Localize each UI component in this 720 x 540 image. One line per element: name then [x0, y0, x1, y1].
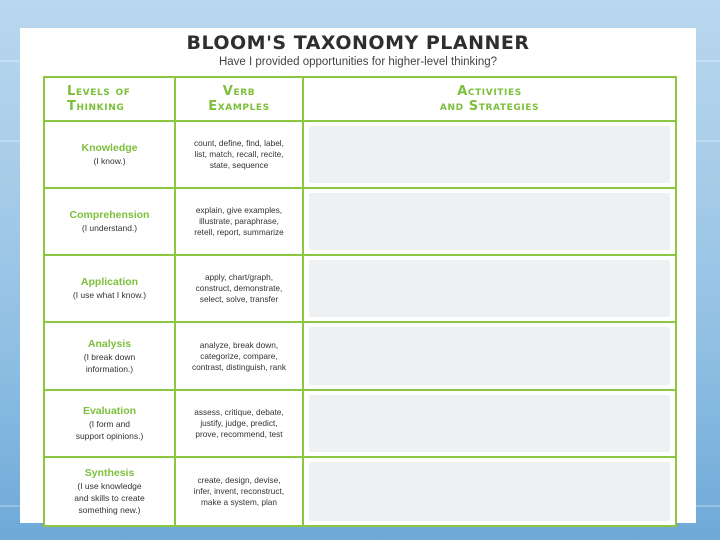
activity-input-area[interactable]	[309, 395, 670, 452]
header-activities	[304, 78, 675, 122]
verb-examples-line: make a system, plan	[200, 496, 278, 507]
verb-examples-line: create, design, devise,	[197, 474, 281, 485]
level-description: something new.)	[78, 504, 141, 515]
level-name: Application	[80, 276, 139, 289]
activity-input-area[interactable]	[309, 260, 670, 317]
verb-examples-line: infer, invent, reconstruct,	[193, 485, 285, 496]
planner-page	[20, 28, 696, 523]
header-activities-line1: Activities	[457, 84, 522, 99]
level-description: support opinions.)	[75, 430, 144, 441]
level-name: Comprehension	[69, 209, 150, 222]
level-cell	[45, 256, 176, 323]
activity-cell	[304, 122, 675, 189]
level-description: (I know.)	[93, 156, 126, 167]
header-verbs	[176, 78, 304, 122]
page-subtitle: Have I provided opportunities for higher-level thinking?	[218, 56, 498, 68]
verb-examples-line: state, sequence	[209, 160, 269, 171]
header-levels-line2: Thinking	[67, 99, 125, 114]
page-title: BLOOM'S TAXONOMY PLANNER	[186, 32, 530, 54]
verb-examples-line: assess, critique, debate,	[194, 406, 284, 417]
activity-input-area[interactable]	[309, 327, 670, 384]
verb-cell	[176, 391, 304, 458]
verb-cell	[176, 458, 304, 525]
activity-input-area[interactable]	[309, 462, 670, 521]
verb-examples-line: list, match, recall, recite,	[194, 149, 284, 160]
activity-cell	[304, 256, 675, 323]
level-name: Analysis	[87, 337, 132, 350]
verb-examples-line: construct, demonstrate,	[195, 283, 283, 294]
verb-cell	[176, 189, 304, 256]
level-cell	[45, 458, 176, 525]
verb-cell	[176, 323, 304, 390]
level-cell	[45, 122, 176, 189]
activity-cell	[304, 189, 675, 256]
header-verbs-line1: Verb	[222, 84, 256, 99]
verb-cell	[176, 122, 304, 189]
header-levels	[45, 78, 176, 122]
verb-examples-line: count, define, find, label,	[194, 138, 284, 149]
activity-cell	[304, 458, 675, 525]
level-description: and skills to create	[74, 492, 145, 503]
level-name: Synthesis	[84, 466, 135, 479]
verb-examples-line: prove, recommend, test	[195, 428, 283, 439]
level-description: (I use knowledge	[77, 480, 142, 491]
verb-examples-line: categorize, compare,	[200, 350, 278, 361]
activity-cell	[304, 323, 675, 390]
verb-cell	[176, 256, 304, 323]
verb-examples-line: select, solve, transfer	[199, 294, 279, 305]
level-description: (I use what I know.)	[72, 290, 147, 301]
activity-cell	[304, 391, 675, 458]
verb-examples-line: contrast, distinguish, rank	[191, 361, 287, 372]
level-description: (I form and	[88, 418, 131, 429]
verb-examples-line: apply, chart/graph,	[204, 272, 274, 283]
verb-examples-line: retell, report, summarize	[194, 227, 284, 238]
activity-input-area[interactable]	[309, 126, 670, 183]
verb-examples-line: justify, judge, predict,	[200, 417, 278, 428]
planner-table	[43, 76, 677, 527]
verb-examples-line: illustrate, paraphrase,	[199, 216, 279, 227]
verb-examples-line: explain, give examples,	[195, 205, 283, 216]
activity-input-area[interactable]	[309, 193, 670, 250]
level-description: (I understand.)	[81, 223, 138, 234]
level-cell	[45, 189, 176, 256]
level-description: (I break down	[83, 351, 136, 362]
header-activities-line2: and Strategies	[439, 99, 540, 114]
level-name: Evaluation	[82, 404, 137, 417]
header-verbs-line2: Examples	[208, 99, 270, 114]
level-name: Knowledge	[81, 142, 138, 155]
level-cell	[45, 323, 176, 390]
level-cell	[45, 391, 176, 458]
header-levels-line1: Levels of	[67, 84, 131, 99]
verb-examples-line: analyze, break down,	[199, 339, 279, 350]
level-description: information.)	[85, 363, 134, 374]
